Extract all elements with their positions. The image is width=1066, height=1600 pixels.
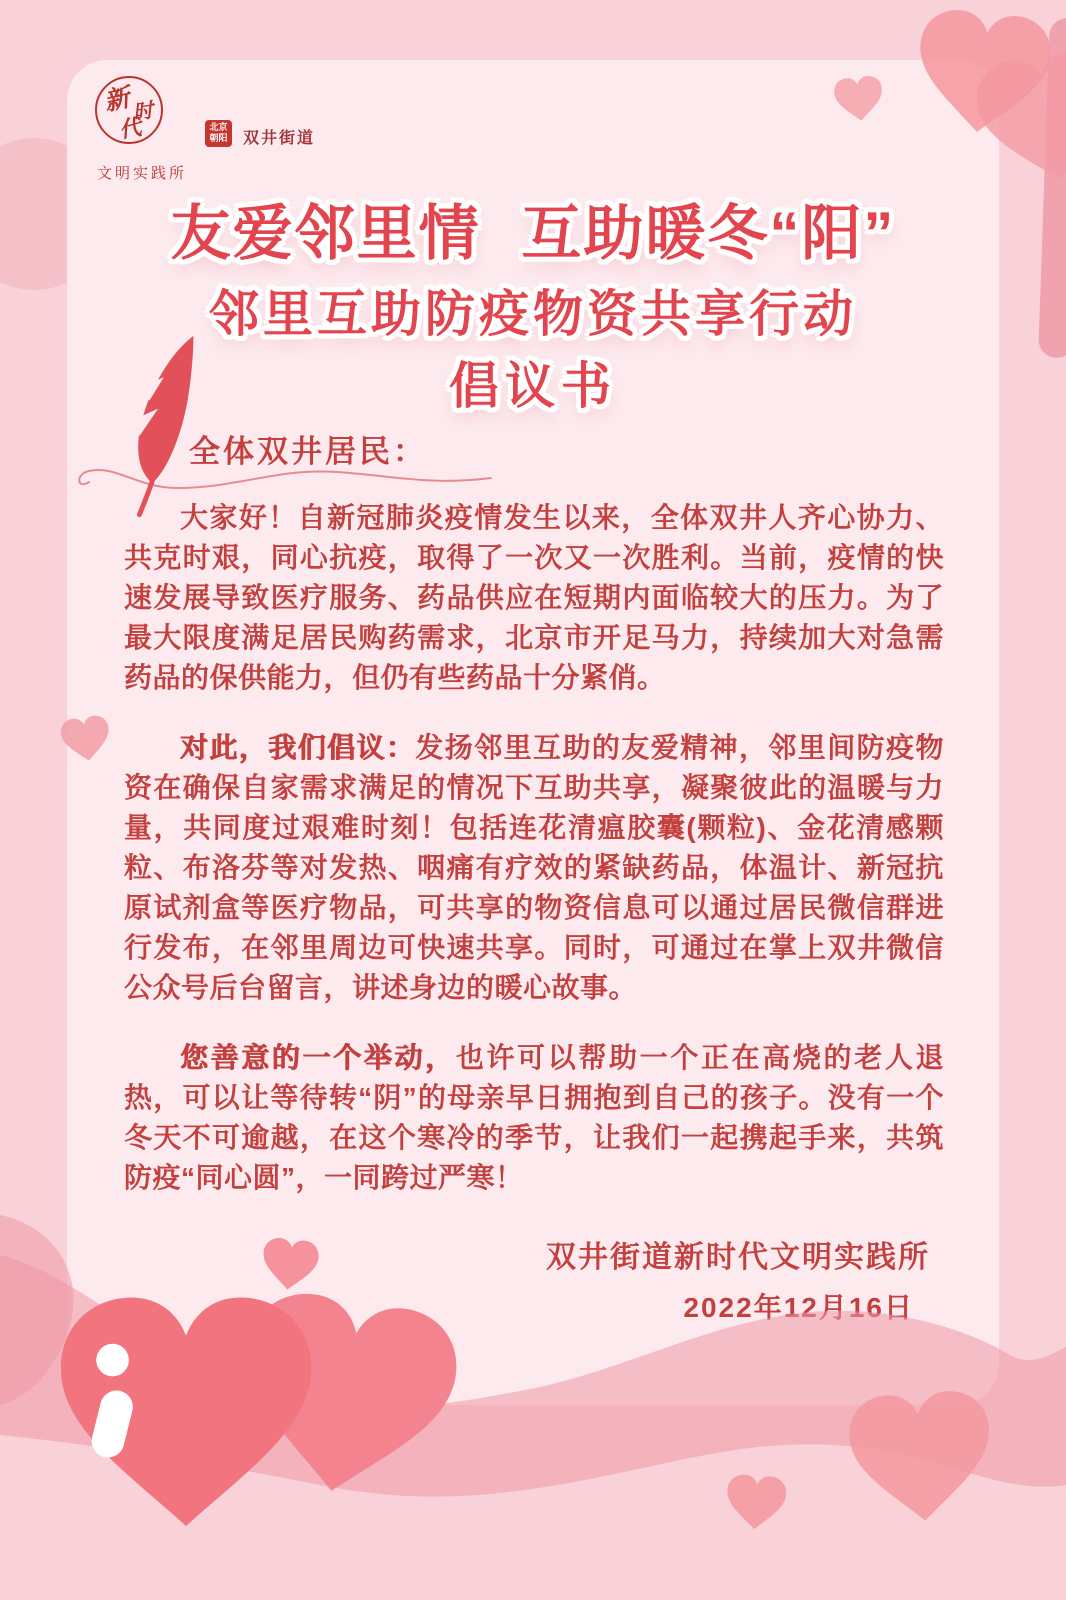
paragraph-1: 大家好！自新冠肺炎疫情发生以来，全体双井人齐心协力、共克时艰，同心抗疫，取得了一次又一次胜利。当前，疫情的快速发展导致医疗服务、药品供应在短期内面临较大的压力。为了最大限度满足居民购药需求，北京市开足马力，持续加大对急需药品的保供能力，但仍有些药品十分紧俏。 <box>124 502 944 693</box>
logo-char: 新 <box>101 83 133 117</box>
seal-text-top: 北京 <box>209 122 228 132</box>
doc-type-title: 倡议书 <box>449 358 617 414</box>
paragraph-3-rest: 也许可以帮助一个正在高烧的老人退热，可以让等待转“阴”的母亲早日拥抱到自己的孩子。没有一个冬天不可逾越，在这个寒冷的季节，让我们一起携起手来，共筑防疫“同心圆”，一同跨过严寒！ <box>124 1042 944 1193</box>
seal-text-bottom: 朝阳 <box>209 133 228 143</box>
heart-icon <box>831 73 888 125</box>
heart-icon <box>840 1385 1001 1532</box>
paragraph-2-rest: 发扬邻里互助的友爱精神，邻里间防疫物资在确保自家需求满足的情况下互助共享，凝聚彼此的温暖与力量，共同度过艰难时刻！包括连花清瘟胶囊(颗粒)、金花清感颗粒、布洛芬等对发热、咽痛有疗效的紧缺药品，体温计、新冠抗原试剂盒等医疗物品，可共享的物资信息可以通过居民微信群进行发布，在邻里周边可快速共享。同时，可通过在掌上双井微信公众号后台留言，讲述身边的暖心故事。 <box>124 732 944 1003</box>
poster-title: 友爱邻里情 互助暖冬“阳” <box>170 200 896 267</box>
signature: 双井街道新时代文明实践所 <box>546 1241 930 1274</box>
logo-caption: 文明实践所 <box>97 165 188 182</box>
logo-char: 代 <box>117 114 144 143</box>
beijing-chaoyang-seal-icon <box>205 120 232 147</box>
paragraph-3 <box>124 1038 944 1198</box>
heart-icon <box>722 1472 790 1534</box>
paragraph-2 <box>124 728 944 1008</box>
paragraph-3-lead: 您善意的一个举动， <box>180 1042 456 1073</box>
street-org-name: 双井街道 <box>243 130 316 147</box>
new-era-logo-icon <box>95 76 163 144</box>
heart-icon <box>57 713 115 767</box>
heart-icon <box>906 3 1061 145</box>
heart-with-shine-icon <box>50 1292 322 1537</box>
date: 2022年12月16日 <box>683 1292 914 1323</box>
salutation: 全体双井居民： <box>189 434 427 469</box>
logo-char: 时 <box>131 99 155 125</box>
paragraph-2-lead: 对此，我们倡议： <box>180 732 416 763</box>
feather-quill-icon <box>109 332 217 522</box>
poster-subtitle: 邻里互助防疫物资共享行动 <box>209 286 857 342</box>
